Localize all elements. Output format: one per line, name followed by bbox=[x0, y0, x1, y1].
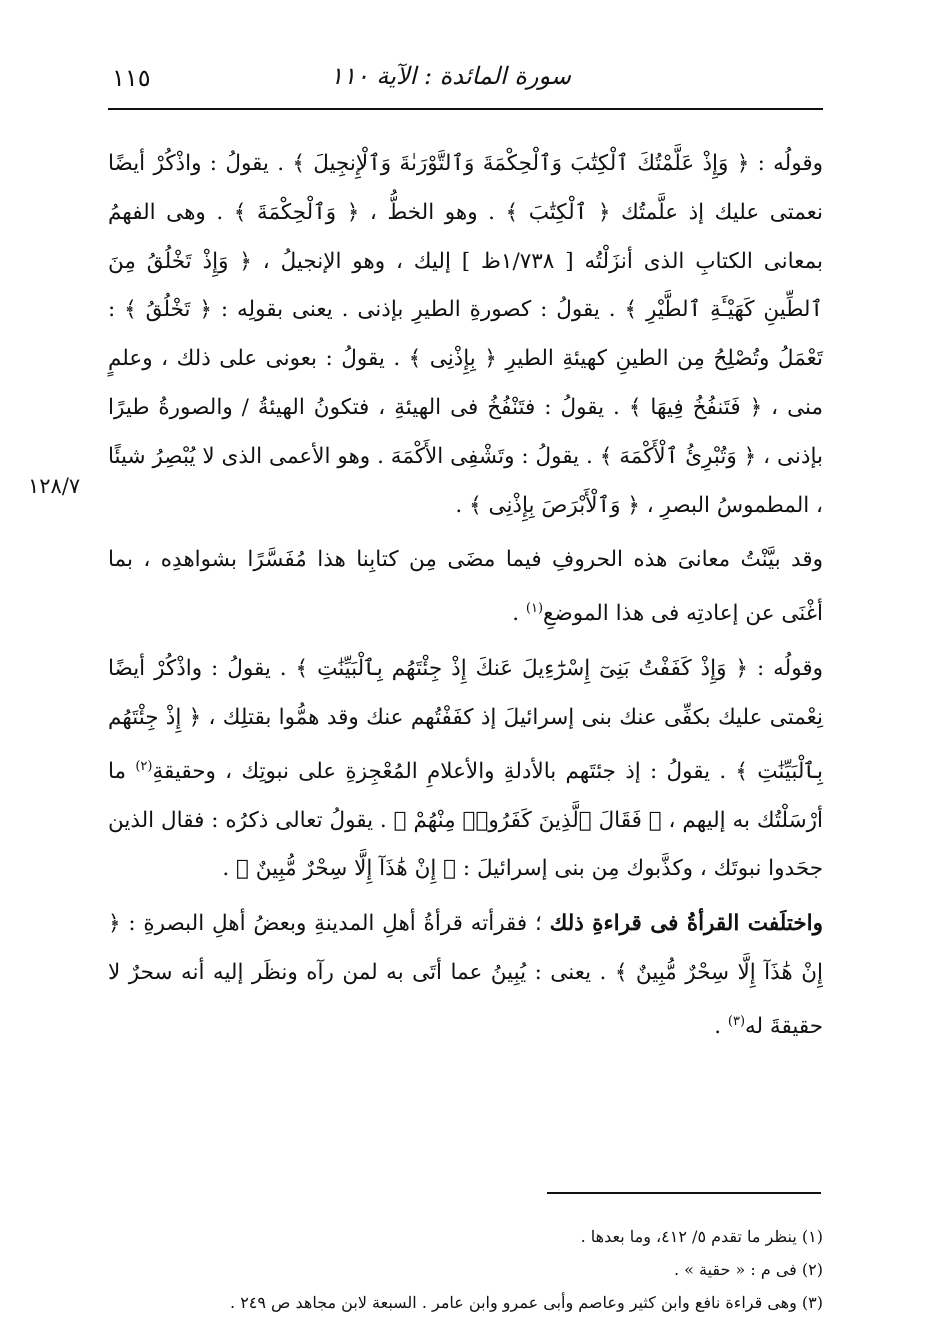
paragraph-2-text: وقد بيَّنْتُ معانىَ هذه الحروفِ فيما مضَى مِن كتابِنا هذا مُفَسَّرًا بشواهدِه ، بما أغْنَى عن إعادتِه فى هذا الموضعِ bbox=[108, 547, 823, 627]
running-title: سورة المائدة : الآية ١١٠ bbox=[330, 62, 571, 90]
paragraph-3-text-b: ما أرْسَلْتُك به إليهم ، ﴿ فَقَالَ ٱلَّذِينَ كَفَرُوا۟ مِنْهُمْ ﴾ . يقولُ تعالى ذكرُه : فقال الذين جحَدوا نبوتَك ، وكذَّبوك مِن بنى إسرائيلَ : ﴿ إِنْ هَٰذَآ إِلَّا سِحْرٌ مُّبِينٌ ﴾ . bbox=[108, 758, 823, 882]
footnote-3: (٣) وهى قراءة نافع وابن كثير وعاصم وأبى عمرو وابن عامر . السبعة لابن مجاهد ص ٢٤٩ . bbox=[230, 1293, 823, 1312]
footnote-2: (٢) فى م : « حقية » . bbox=[673, 1260, 823, 1279]
page-number: ١١٥ bbox=[112, 64, 151, 92]
paragraph-4-text: ؛ فقرأته قرأةُ أهلِ المدينةِ وبعضُ أهلِ البصرةِ : ﴿ إِنْ هَٰذَآ إِلَّا سِحْرٌ مُّبِينٌ ﴾ . يعنى : يُبِينُ عما أتَى به لمن رآه ونظَر إليه أنه سحرٌ لا حقيقةَ له bbox=[108, 911, 823, 1040]
paragraph-4: واختلَفت القرأةُ فى قراءةِ ذلك ؛ فقرأته قرأةُ أهلِ المدينةِ وبعضُ أهلِ البصرةِ : ﴿ إِنْ هَٰذَآ إِلَّا سِحْرٌ مُّبِينٌ ﴾ . يعنى : يُبِينُ عما أتَى به لمن رآه ونظَر إليه أنه سحرٌ لا حقيقةَ له$^{(٣)}$ . bbox=[108, 911, 823, 1040]
margin-reference: ١٢٨/٧ bbox=[28, 474, 81, 498]
page-header bbox=[108, 58, 823, 98]
paragraph-1: وقولُه : ﴿ وَإِذْ عَلَّمْتُكَ ٱلْكِتَٰبَ وَٱلْحِكْمَةَ وَٱلتَّوْرَىٰةَ وَٱلْإِنجِيلَ ﴾ . يقولُ : واذْكُرْ أيضًا نعمتى عليك إذ علَّمتُك ﴿ ٱلْكِتَٰبَ ﴾ . وهو الخطُّ ، ﴿ وَٱلْحِكْمَةَ ﴾ . وهى الفهمُ بمعانى الكتابِ الذى أنزَلْتُه [ ١/٧٣٨ظ ] إليك ، وهو الإنجيلُ ، ﴿ وَإِذْ تَخْلُقُ مِنَ ٱلطِّينِ كَهَيْـَٔةِ ٱلطَّيْرِ ﴾ . يقولُ : كصورةِ الطيرِ بإذنى . يعنى بقولِه : ﴿ تَخْلُقُ ﴾ : تَعْمَلُ وتُصْلِحُ مِن الطينِ كهيئةِ الطيرِ ﴿ بِإِذْنِى ﴾ . يقولُ : بعونى على ذلك ، وعلمٍ منى ، ﴿ فَتَنفُخُ فِيهَا ﴾ . يقولُ : فتَنْفُخُ فى الهيئةِ ، فتكونُ الهيئةُ / والصورةُ طيرًا بإذنى ، ﴿ وَتُبْرِئُ ٱلْأَكْمَهَ ﴾ . يقولُ : وتَشْفِى الأَكْمَهَ . وهو الأعمى الذى لا يُبْصِرُ شيئًا ، المطموسُ البصرِ ، ﴿ وَٱلْأَبْرَصَ بِإِذْنِى ﴾ . bbox=[108, 151, 823, 518]
paragraph-2: وقد بيَّنْتُ معانىَ هذه الحروفِ فيما مضَى مِن كتابِنا هذا مُفَسَّرًا بشواهدِه ، بما أغْنَى عن إعادتِه فى هذا الموضعِ$^{(١)}$ . bbox=[108, 547, 823, 627]
footnote-divider bbox=[547, 1192, 821, 1194]
footnote-1: (١) ينظر ما تقدم ٥/ ٤١٢، وما بعدها . bbox=[580, 1227, 823, 1246]
footnote-mark-1: (١) bbox=[525, 601, 544, 617]
paragraph-3-text-a: وقولُه : ﴿ وَإِذْ كَفَفْتُ بَنِىٓ إِسْرَٰٓءِيلَ عَنكَ إِذْ جِئْتَهُم بِٱلْبَيِّنَٰتِ ﴾ . يقولُ : واذْكُرْ أيضًا نِعْمتى عليك بكفِّى عنك بنى إسرائيلَ إذ كفَفْتُهم عنك وقد همُّوا بقتلِك ، ﴿ إِذْ جِئْتَهُم بِٱلْبَيِّنَٰتِ ﴾ . يقولُ : إذ جئتَهم بالأدلةِ والأعلامِ المُعْجِزةِ على نبوتِك ، وحقيقةِ bbox=[108, 656, 823, 784]
header-divider bbox=[108, 108, 823, 110]
footnote-mark-2: (٢) bbox=[135, 758, 153, 774]
main-text bbox=[108, 140, 823, 1052]
paragraph-3 bbox=[108, 645, 823, 894]
footnote-mark-3: (٣) bbox=[727, 1013, 746, 1029]
footnotes bbox=[108, 1220, 823, 1319]
paragraph-4-lead: واختلَفت القرأةُ فى قراءةِ ذلك bbox=[549, 911, 823, 937]
